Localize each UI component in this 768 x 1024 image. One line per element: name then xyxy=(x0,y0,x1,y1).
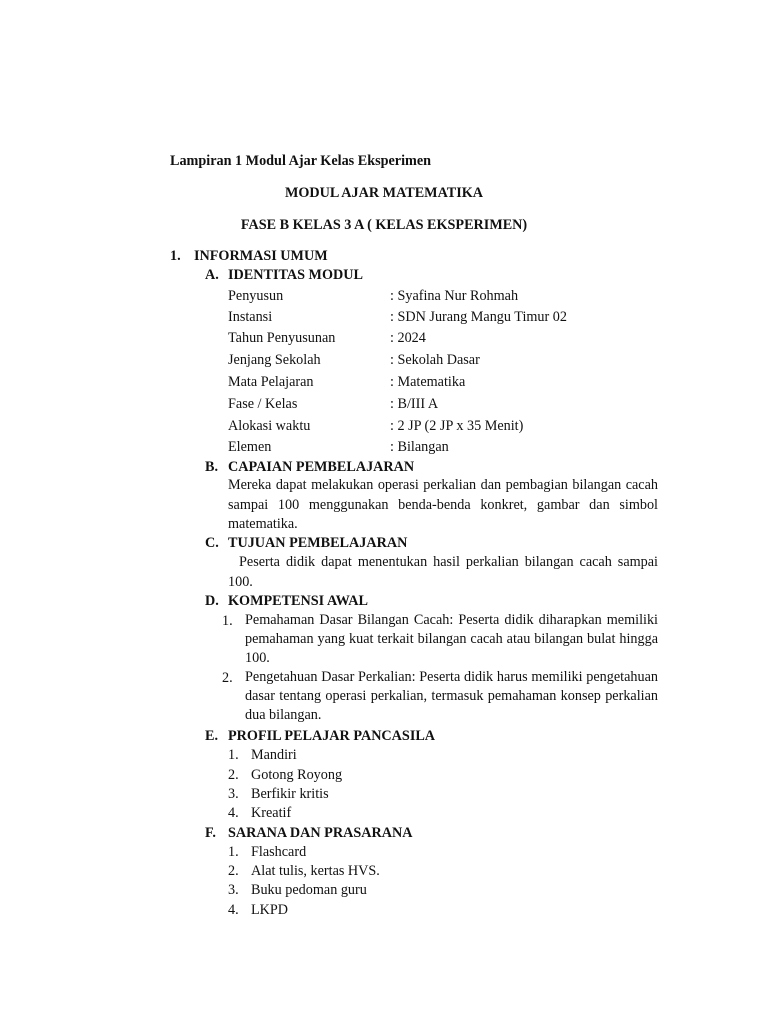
identity-value: : 2 JP (2 JP x 35 Menit) xyxy=(390,418,524,434)
kompetensi-item: Pengetahuan Dasar Perkalian: Peserta didik harus memiliki pengetahuan dasar tentang operasi perkalian, termasuk pemahaman konsep perkalian dua bilangan. xyxy=(245,669,658,723)
list-number: 4. xyxy=(228,805,239,821)
identity-value: : Syafina Nur Rohmah xyxy=(390,288,519,304)
identity-label: Instansi xyxy=(228,309,273,325)
identity-label: Tahun Penyusunan xyxy=(228,330,336,346)
list-number: 2. xyxy=(228,767,239,783)
identity-value: : Sekolah Dasar xyxy=(390,352,480,368)
identity-label: Alokasi waktu xyxy=(228,418,311,434)
list-number: 3. xyxy=(228,786,239,802)
identity-label: Fase / Kelas xyxy=(228,396,298,412)
list-number: 3. xyxy=(228,882,239,898)
profil-item: Berfikir kritis xyxy=(251,786,329,802)
identity-label: Jenjang Sekolah xyxy=(228,352,321,368)
main-title: MODUL AJAR MATEMATIKA xyxy=(284,185,484,201)
kompetensi-item: Pemahaman Dasar Bilangan Cacah: Peserta didik diharapkan memiliki pemahaman yang kuat terkait bilangan cacah atau bilangan bulat hingga 100. xyxy=(245,612,658,666)
identity-value: : B/III A xyxy=(390,396,439,412)
profil-item: Kreatif xyxy=(251,805,292,821)
tujuan-paragraph: Peserta didik dapat menentukan hasil perkalian bilangan cacah sampai 100. xyxy=(228,554,658,590)
subsection-title-tujuan: TUJUAN PEMBELAJARAN xyxy=(228,535,408,551)
identity-label: Penyusun xyxy=(228,288,284,304)
subsection-letter: B. xyxy=(205,459,219,475)
subsection-title-profil: PROFIL PELAJAR PANCASILA xyxy=(228,728,436,744)
subsection-letter: E. xyxy=(205,728,219,744)
identity-value: : Bilangan xyxy=(390,439,449,455)
subsection-letter: A. xyxy=(205,267,219,283)
list-number: 2. xyxy=(228,863,239,879)
sarana-item: Alat tulis, kertas HVS. xyxy=(251,863,380,879)
subsection-title-kompetensi: KOMPETENSI AWAL xyxy=(228,593,368,609)
subsection-title-capaian: CAPAIAN PEMBELAJARAN xyxy=(228,459,415,475)
identity-label: Mata Pelajaran xyxy=(228,374,314,390)
subsection-title-sarana: SARANA DAN PRASARANA xyxy=(228,825,413,841)
list-number: 2. xyxy=(222,670,233,686)
subsection-letter: D. xyxy=(205,593,219,609)
identity-value: : SDN Jurang Mangu Timur 02 xyxy=(390,309,567,325)
section-number: 1. xyxy=(170,248,181,264)
sarana-item: LKPD xyxy=(251,902,289,918)
subsection-title-identitas: IDENTITAS MODUL xyxy=(228,267,363,283)
subsection-letter: C. xyxy=(205,535,219,551)
section-title: INFORMASI UMUM xyxy=(194,248,328,264)
capaian-paragraph: Mereka dapat melakukan operasi perkalian dan pembagian bilangan cacah sampai 100 menggunakan benda-benda konkret, gambar dan simbol matematika. xyxy=(228,477,658,532)
subsection-letter: F. xyxy=(205,825,216,841)
sarana-item: Flashcard xyxy=(251,844,307,860)
list-number: 1. xyxy=(228,747,239,763)
identity-label: Elemen xyxy=(228,439,272,455)
profil-item: Gotong Royong xyxy=(251,767,343,783)
sub-title: FASE B KELAS 3 A ( KELAS EKSPERIMEN) xyxy=(240,217,528,233)
profil-item: Mandiri xyxy=(251,747,297,763)
list-number: 1. xyxy=(228,844,239,860)
appendix-title: Lampiran 1 Modul Ajar Kelas Eksperimen xyxy=(170,153,432,169)
list-number: 4. xyxy=(228,902,239,918)
list-number: 1. xyxy=(222,613,233,629)
sarana-item: Buku pedoman guru xyxy=(251,882,367,898)
identity-value: : 2024 xyxy=(390,330,426,346)
identity-value: : Matematika xyxy=(390,374,466,390)
